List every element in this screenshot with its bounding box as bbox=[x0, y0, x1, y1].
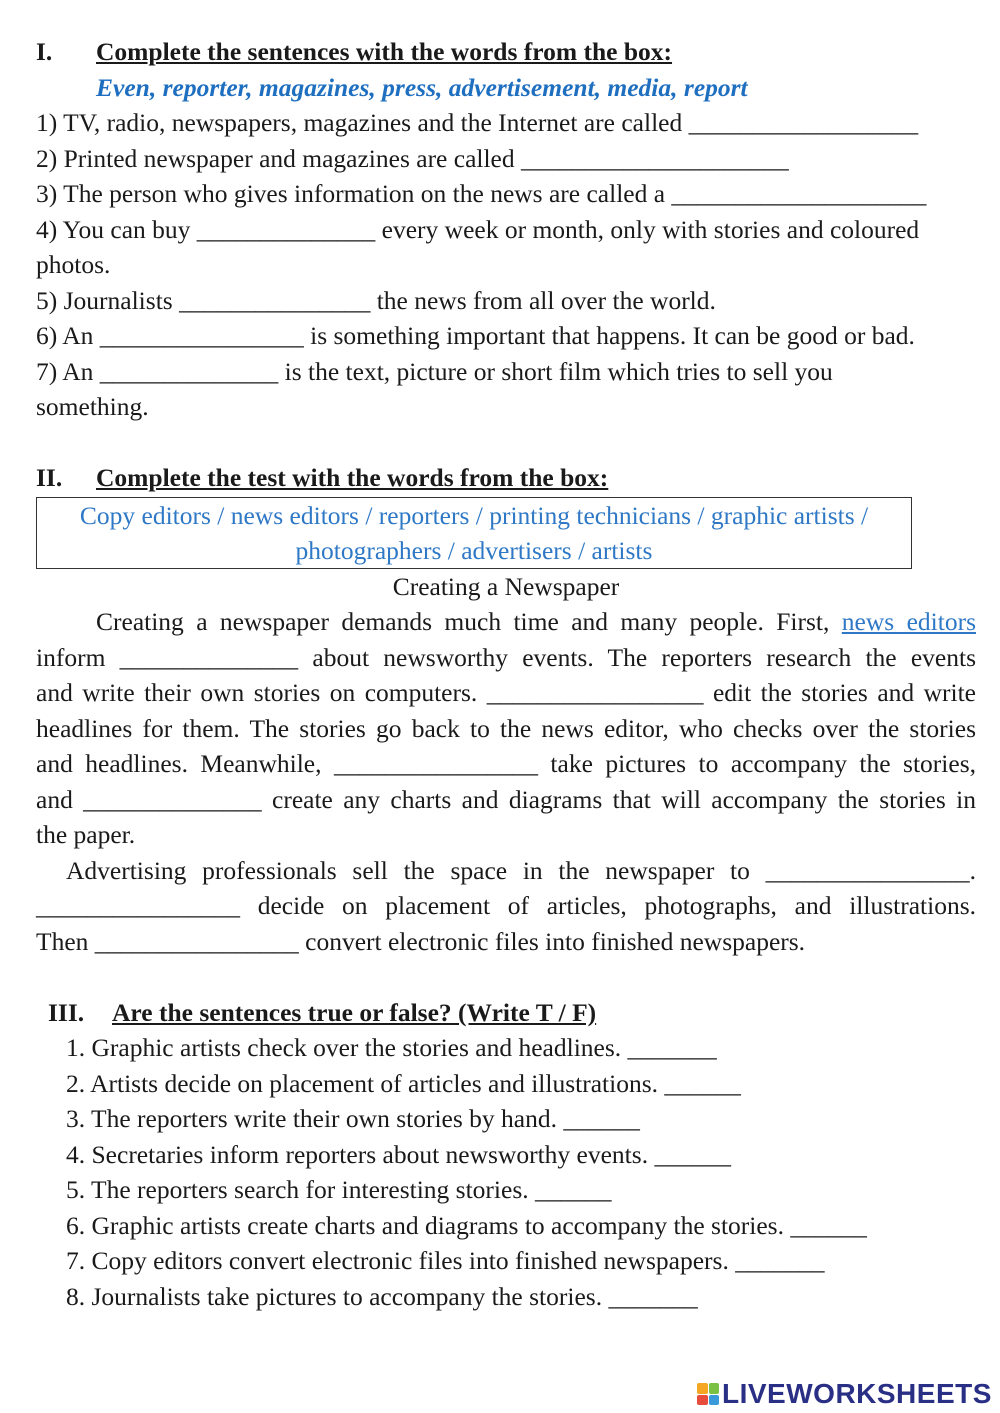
section1-item-5: 5) Journalists _______________ the news from all over the world. bbox=[36, 286, 716, 315]
tf-item-8: 8. Journalists take pictures to accompany the stories. _______ bbox=[66, 1282, 698, 1311]
passage-p2-line-2: ________________ decide on placement of articles, photographs, and illustrations. bbox=[36, 891, 976, 920]
section1-word-box: Even, reporter, magazines, press, advertisement, media, report bbox=[96, 73, 748, 102]
section1-item-6: 6) An ________________ is something important that happens. It can be good or bad. bbox=[36, 321, 915, 350]
tf-item-5: 5. The reporters search for interesting stories. ______ bbox=[66, 1175, 612, 1204]
word-box-line-2: photographers / advertisers / artists bbox=[295, 536, 653, 566]
passage-p1-line-2: inform ______________ about newsworthy events. The reporters research the events bbox=[36, 643, 976, 672]
section1-heading bbox=[36, 34, 976, 69]
section2-word-box bbox=[36, 497, 912, 569]
passage-p1-line-7: the paper. bbox=[36, 820, 136, 849]
liveworksheets-logo bbox=[697, 1378, 992, 1410]
tf-item-1: 1. Graphic artists check over the stories and headlines. _______ bbox=[66, 1033, 717, 1062]
section2-heading bbox=[36, 460, 976, 495]
tf-item-4: 4. Secretaries inform reporters about newsworthy events. ______ bbox=[66, 1140, 731, 1169]
section2-title: Complete the test with the words from the box: bbox=[96, 463, 609, 492]
section1-numeral: I. bbox=[36, 37, 53, 66]
passage-p1-line-6: and ______________ create any charts and diagrams that will accompany the stories in bbox=[36, 785, 976, 814]
tf-item-3: 3. The reporters write their own stories by hand. ______ bbox=[66, 1104, 640, 1133]
passage-p2-line-3: Then ________________ convert electronic files into finished newspapers. bbox=[36, 927, 806, 956]
passage-p1-line-1 bbox=[36, 604, 976, 639]
section2-numeral: II. bbox=[36, 463, 63, 492]
section3-numeral: III. bbox=[48, 998, 85, 1027]
passage-p2-line-1: Advertising professionals sell the space in the newspaper to ________________. bbox=[66, 856, 976, 885]
word-box-line-1: Copy editors / news editors / reporters / printing technicians / graphic artists / bbox=[79, 501, 869, 530]
section1-item-2: 2) Printed newspaper and magazines are called _____________________ bbox=[36, 144, 789, 173]
passage-title: Creating a Newspaper bbox=[392, 572, 620, 601]
tf-item-2: 2. Artists decide on placement of articles and illustrations. ______ bbox=[66, 1069, 741, 1098]
passage-p1-line-1-text: Creating a newspaper demands much time and many people. First, bbox=[96, 607, 830, 636]
section1-item-1: 1) TV, radio, newspapers, magazines and the Internet are called __________________ bbox=[36, 108, 919, 137]
section1-item-7-cont: something. bbox=[36, 392, 149, 421]
section1-title: Complete the sentences with the words from the box: bbox=[96, 37, 673, 66]
passage-p1-line-5: and headlines. Meanwhile, ________________ take pictures to accompany the stories, bbox=[36, 749, 976, 778]
section1-item-7: 7) An ______________ is the text, picture or short film which tries to sell you bbox=[36, 357, 833, 386]
liveworksheets-logo-icon bbox=[697, 1383, 719, 1405]
section1-item-4: 4) You can buy ______________ every week or month, only with stories and coloured bbox=[36, 215, 920, 244]
tf-item-6: 6. Graphic artists create charts and diagrams to accompany the stories. ______ bbox=[66, 1211, 867, 1240]
section3-heading bbox=[48, 995, 988, 1030]
section3-title: Are the sentences true or false? (Write T / F) bbox=[112, 998, 597, 1027]
tf-item-7: 7. Copy editors convert electronic files into finished newspapers. _______ bbox=[66, 1246, 825, 1275]
liveworksheets-logo-text: LIVEWORKSHEETS bbox=[722, 1378, 992, 1409]
section1-item-4-cont: photos. bbox=[36, 250, 111, 279]
passage-p1-line-3: and write their own stories on computers. _________________ edit the stories and write bbox=[36, 678, 976, 707]
passage-p1-line-4: headlines for them. The stories go back to the news editor, who checks over the stories bbox=[36, 714, 976, 743]
section1-item-3: 3) The person who gives information on the news are called a ____________________ bbox=[36, 179, 927, 208]
news-editors-link[interactable]: news editors bbox=[841, 607, 976, 636]
